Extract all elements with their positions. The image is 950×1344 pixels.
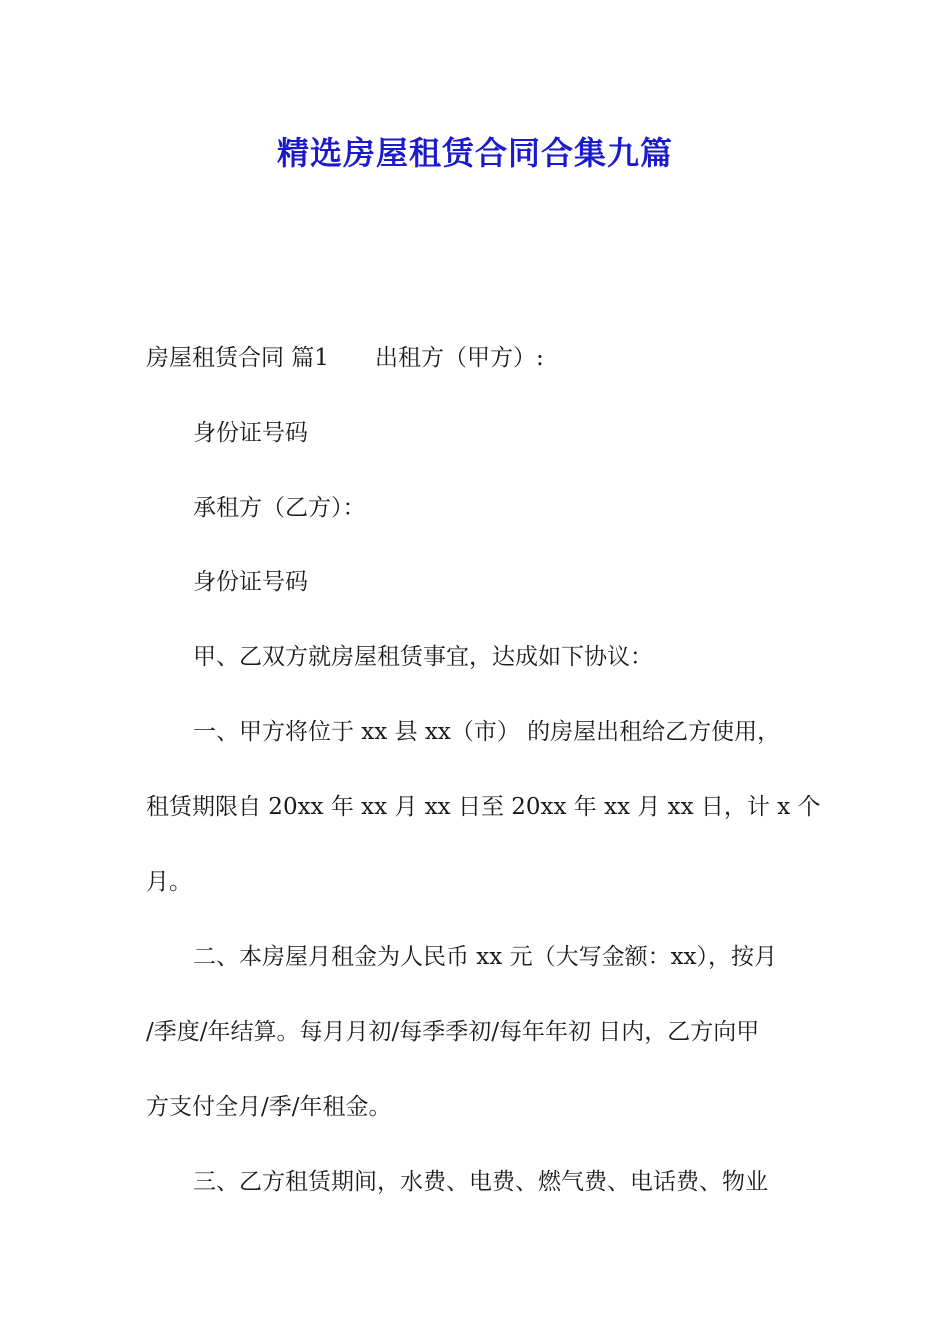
clause-2-line-3: 方支付全月/季/年租金。 [146,1094,392,1120]
agreement-intro: 甲、乙双方就房屋租赁事宜，达成如下协议： [193,644,653,670]
clause-1-line-1: 一、甲方将位于 xx 县 xx（市） 的房屋出租给乙方使用， [193,719,781,745]
lessee-id-label: 身份证号码 [193,569,308,595]
clause-3-line-1: 三、乙方租赁期间，水费、电费、燃气费、电话费、物业 [193,1169,768,1195]
section-heading-line [146,342,826,374]
clause-1-line-3: 月。 [146,869,192,895]
lessee-label: 承租方（乙方）： [193,495,366,521]
clause-2-line-1: 二、本房屋月租金为人民币 xx 元（大写金额：xx），按月 [193,944,778,970]
document-title: 精选房屋租赁合同合集九篇 [276,134,673,172]
section-heading: 房屋租赁合同 篇1 [146,345,329,371]
clause-1-line-2: 租赁期限自 20xx 年 xx 月 xx 日至 20xx 年 xx 月 xx 日，计 x 个 [146,794,821,820]
lessor-label: 出租方（甲方）: [374,345,544,371]
clause-2-line-2: /季度/年结算。每月月初/每季季初/每年年初 日内，乙方向甲 [146,1019,760,1045]
lessor-id-label: 身份证号码 [193,420,308,446]
